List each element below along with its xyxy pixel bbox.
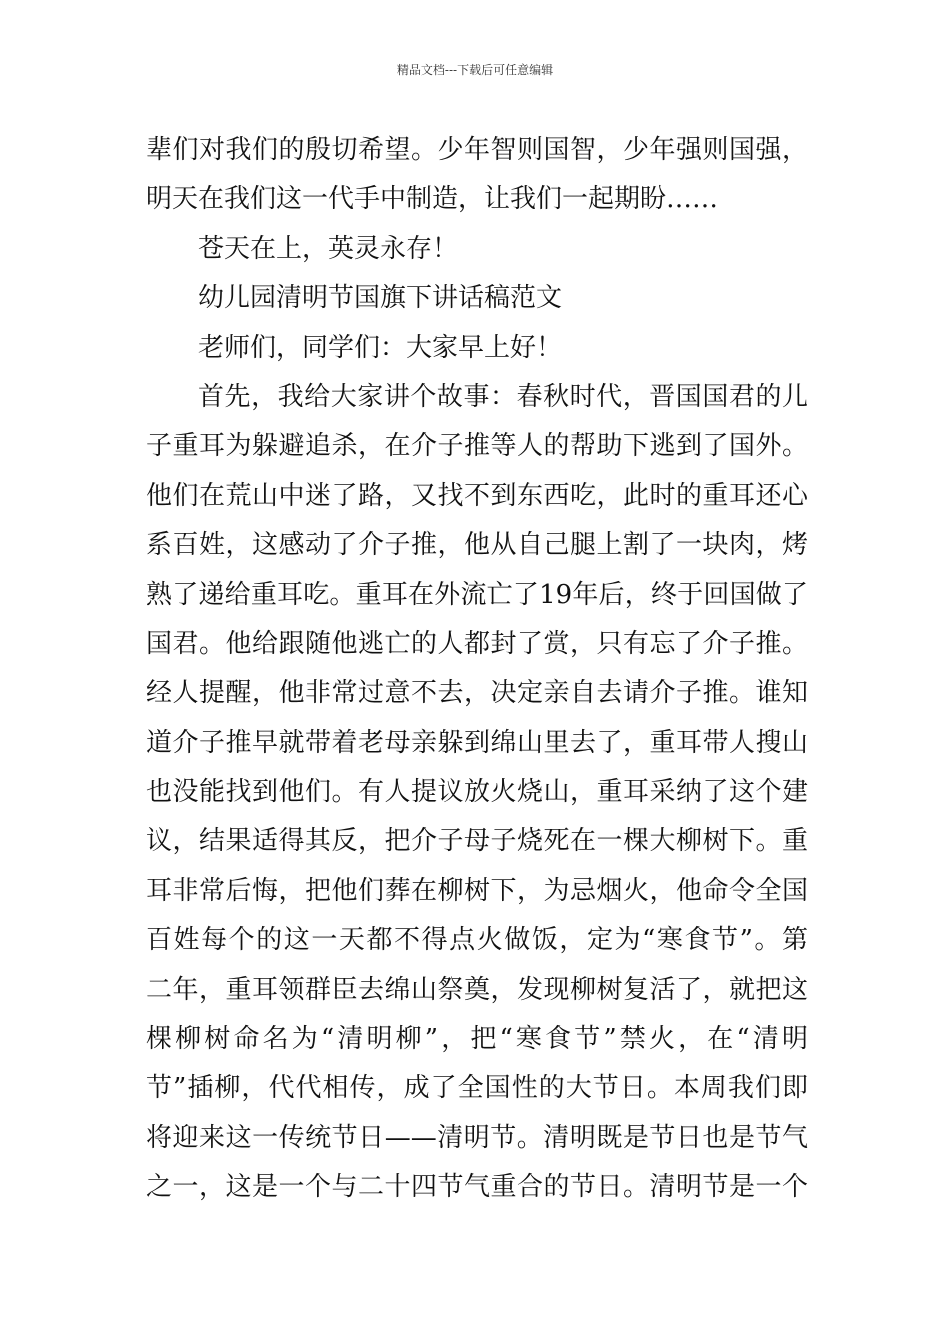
text-line: 百姓每个的这一天都不得点火做饭，定为“寒食节”。第 xyxy=(146,925,808,956)
text-line: 幼儿园清明节国旗下讲话稿范文 xyxy=(198,283,563,314)
text-line: 子重耳为躲避追杀，在介子推等人的帮助下逃到了国外。 xyxy=(146,431,808,462)
text-line: 苍天在上，英灵永存！ xyxy=(198,233,459,264)
text-line: 系百姓，这感动了介子推，他从自己腿上割了一块肉，烤 xyxy=(146,530,808,561)
text-line: 议，结果适得其反，把介子母子烧死在一棵大柳树下。重 xyxy=(146,826,808,857)
text-line: 熟了递给重耳吃。重耳在外流亡了19年后，终于回国做了 xyxy=(146,579,808,610)
text-line: 棵柳树命名为“清明柳”，把“寒食节”禁火，在“清明 xyxy=(146,1024,808,1055)
text-line: 老师们，同学们：大家早上好！ xyxy=(198,332,563,363)
text-line: 经人提醒，他非常过意不去，决定亲自去请介子推。谁知 xyxy=(146,678,808,709)
page-header: 精品文档---下载后可任意编辑 xyxy=(396,63,554,77)
text-line: 将迎来这一传统节日——清明节。清明既是节日也是节气 xyxy=(146,1122,808,1153)
document-body xyxy=(146,126,808,1213)
text-line: 辈们对我们的殷切希望。少年智则国智，少年强则国强， xyxy=(146,135,808,165)
text-line: 耳非常后悔，把他们葬在柳树下，为忌烟火，他命令全国 xyxy=(146,875,808,906)
text-line: 首先，我给大家讲个故事：春秋时代，晋国国君的儿 xyxy=(198,381,808,412)
text-line: 之一，这是一个与二十四节气重合的节日。清明节是一个 xyxy=(146,1172,808,1203)
text-line: 也没能找到他们。有人提议放火烧山，重耳采纳了这个建 xyxy=(146,777,808,808)
text-line: 节”插柳，代代相传，成了全国性的大节日。本周我们即 xyxy=(146,1073,808,1104)
text-line: 国君。他给跟随他逃亡的人都封了赏，只有忘了介子推。 xyxy=(146,628,808,659)
text-line: 他们在荒山中迷了路，又找不到东西吃，此时的重耳还心 xyxy=(146,480,808,511)
text-line: 明天在我们这一代手中制造，让我们一起期盼…… xyxy=(146,184,719,215)
text-line: 道介子推早就带着老母亲躲到绵山里去了，重耳带人搜山 xyxy=(146,727,808,758)
text-line: 二年，重耳领群臣去绵山祭奠，发现柳树复活了，就把这 xyxy=(146,974,808,1005)
